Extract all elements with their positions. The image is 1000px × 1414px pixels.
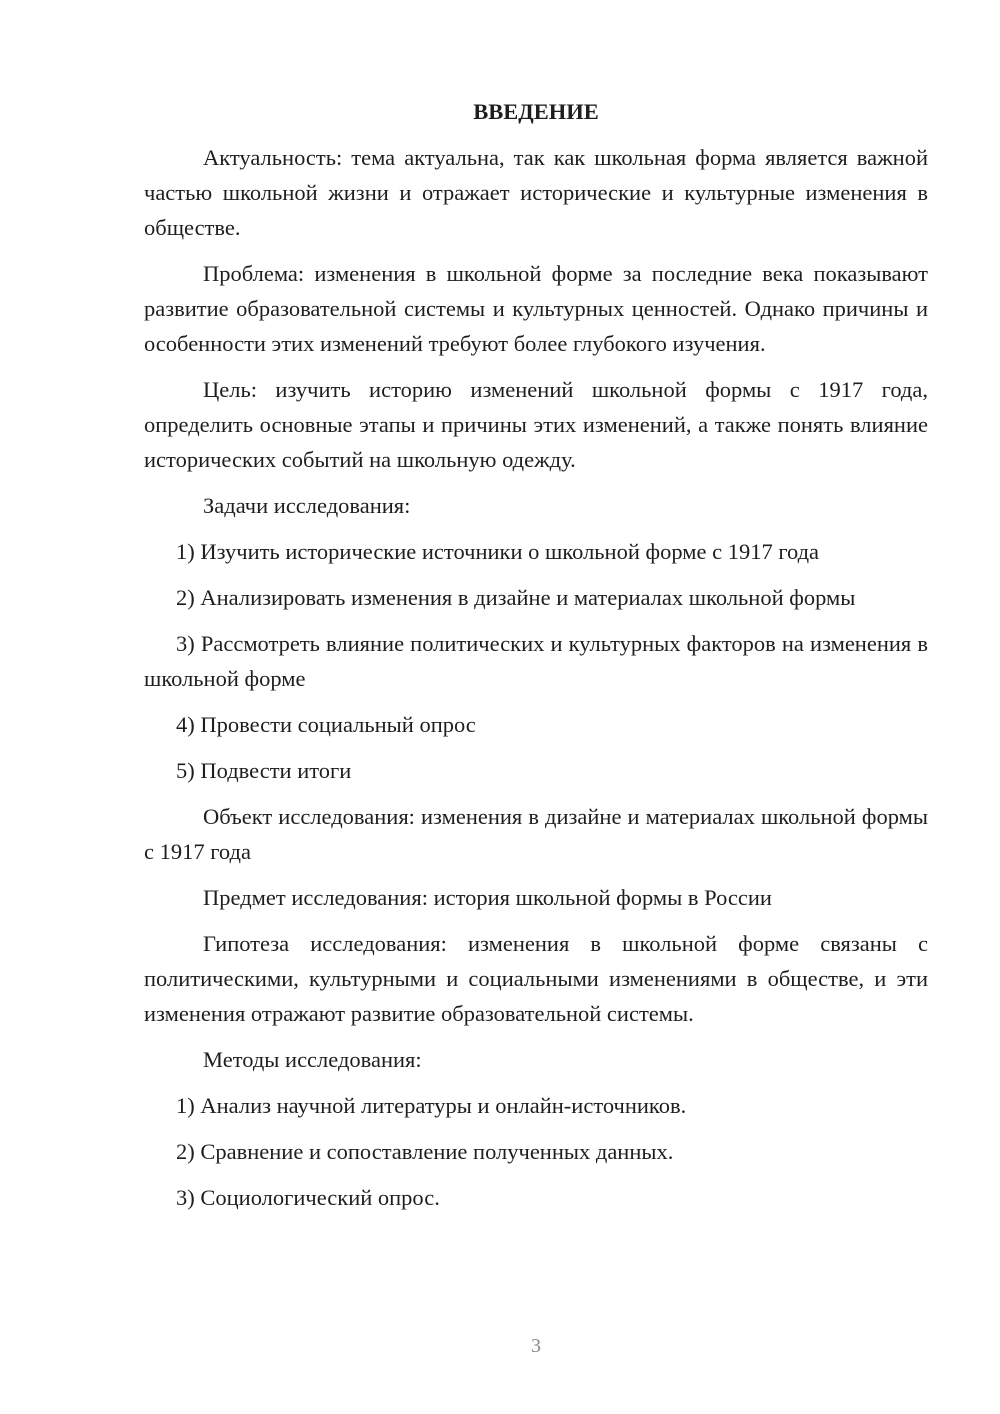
method-item-3: 3) Социологический опрос. (176, 1185, 440, 1210)
task-item-5: 5) Подвести итоги (176, 758, 352, 783)
task-item-2: 2) Анализировать изменения в дизайне и материалах школьной формы (176, 585, 856, 610)
paragraph-relevance: Актуальность: тема актуальна, так как школьная форма является важной частью школьной жизни и отражает исторические и культурные изменения в обществе. (144, 145, 928, 240)
task-item-1: 1) Изучить исторические источники о школьной форме с 1917 года (176, 539, 820, 564)
paragraph-object: Объект исследования: изменения в дизайне и материалах школьной формы с 1917 года (144, 804, 928, 864)
page-content (144, 94, 928, 1226)
method-item-1: 1) Анализ научной литературы и онлайн-источников. (176, 1093, 687, 1118)
paragraph-tasks-heading: Задачи исследования: (203, 493, 411, 518)
paragraph-hypothesis: Гипотеза исследования: изменения в школьной форме связаны с политическими, культурными и социальными изменениями в обществе, и эти изменения отражают развитие образовательной системы. (144, 931, 928, 1026)
paragraph-methods-heading: Методы исследования: (203, 1047, 422, 1072)
task-item-3: 3) Рассмотреть влияние политических и культурных факторов на изменения в школьной форме (144, 631, 928, 691)
paragraph-goal: Цель: изучить историю изменений школьной формы с 1917 года, определить основные этапы и причины этих изменений, а также понять влияние исторических событий на школьную одежду. (144, 377, 928, 472)
page-number: 3 (531, 1335, 541, 1357)
paragraph-problem: Проблема: изменения в школьной форме за последние века показывают развитие образовательной системы и культурных ценностей. Однако причины и особенности этих изменений требуют более глубокого изучения. (144, 261, 928, 356)
section-title: ВВЕДЕНИЕ (473, 99, 599, 124)
method-item-2: 2) Сравнение и сопоставление полученных данных. (176, 1139, 674, 1164)
task-item-4: 4) Провести социальный опрос (176, 712, 476, 737)
paragraph-subject: Предмет исследования: история школьной формы в России (203, 885, 772, 910)
